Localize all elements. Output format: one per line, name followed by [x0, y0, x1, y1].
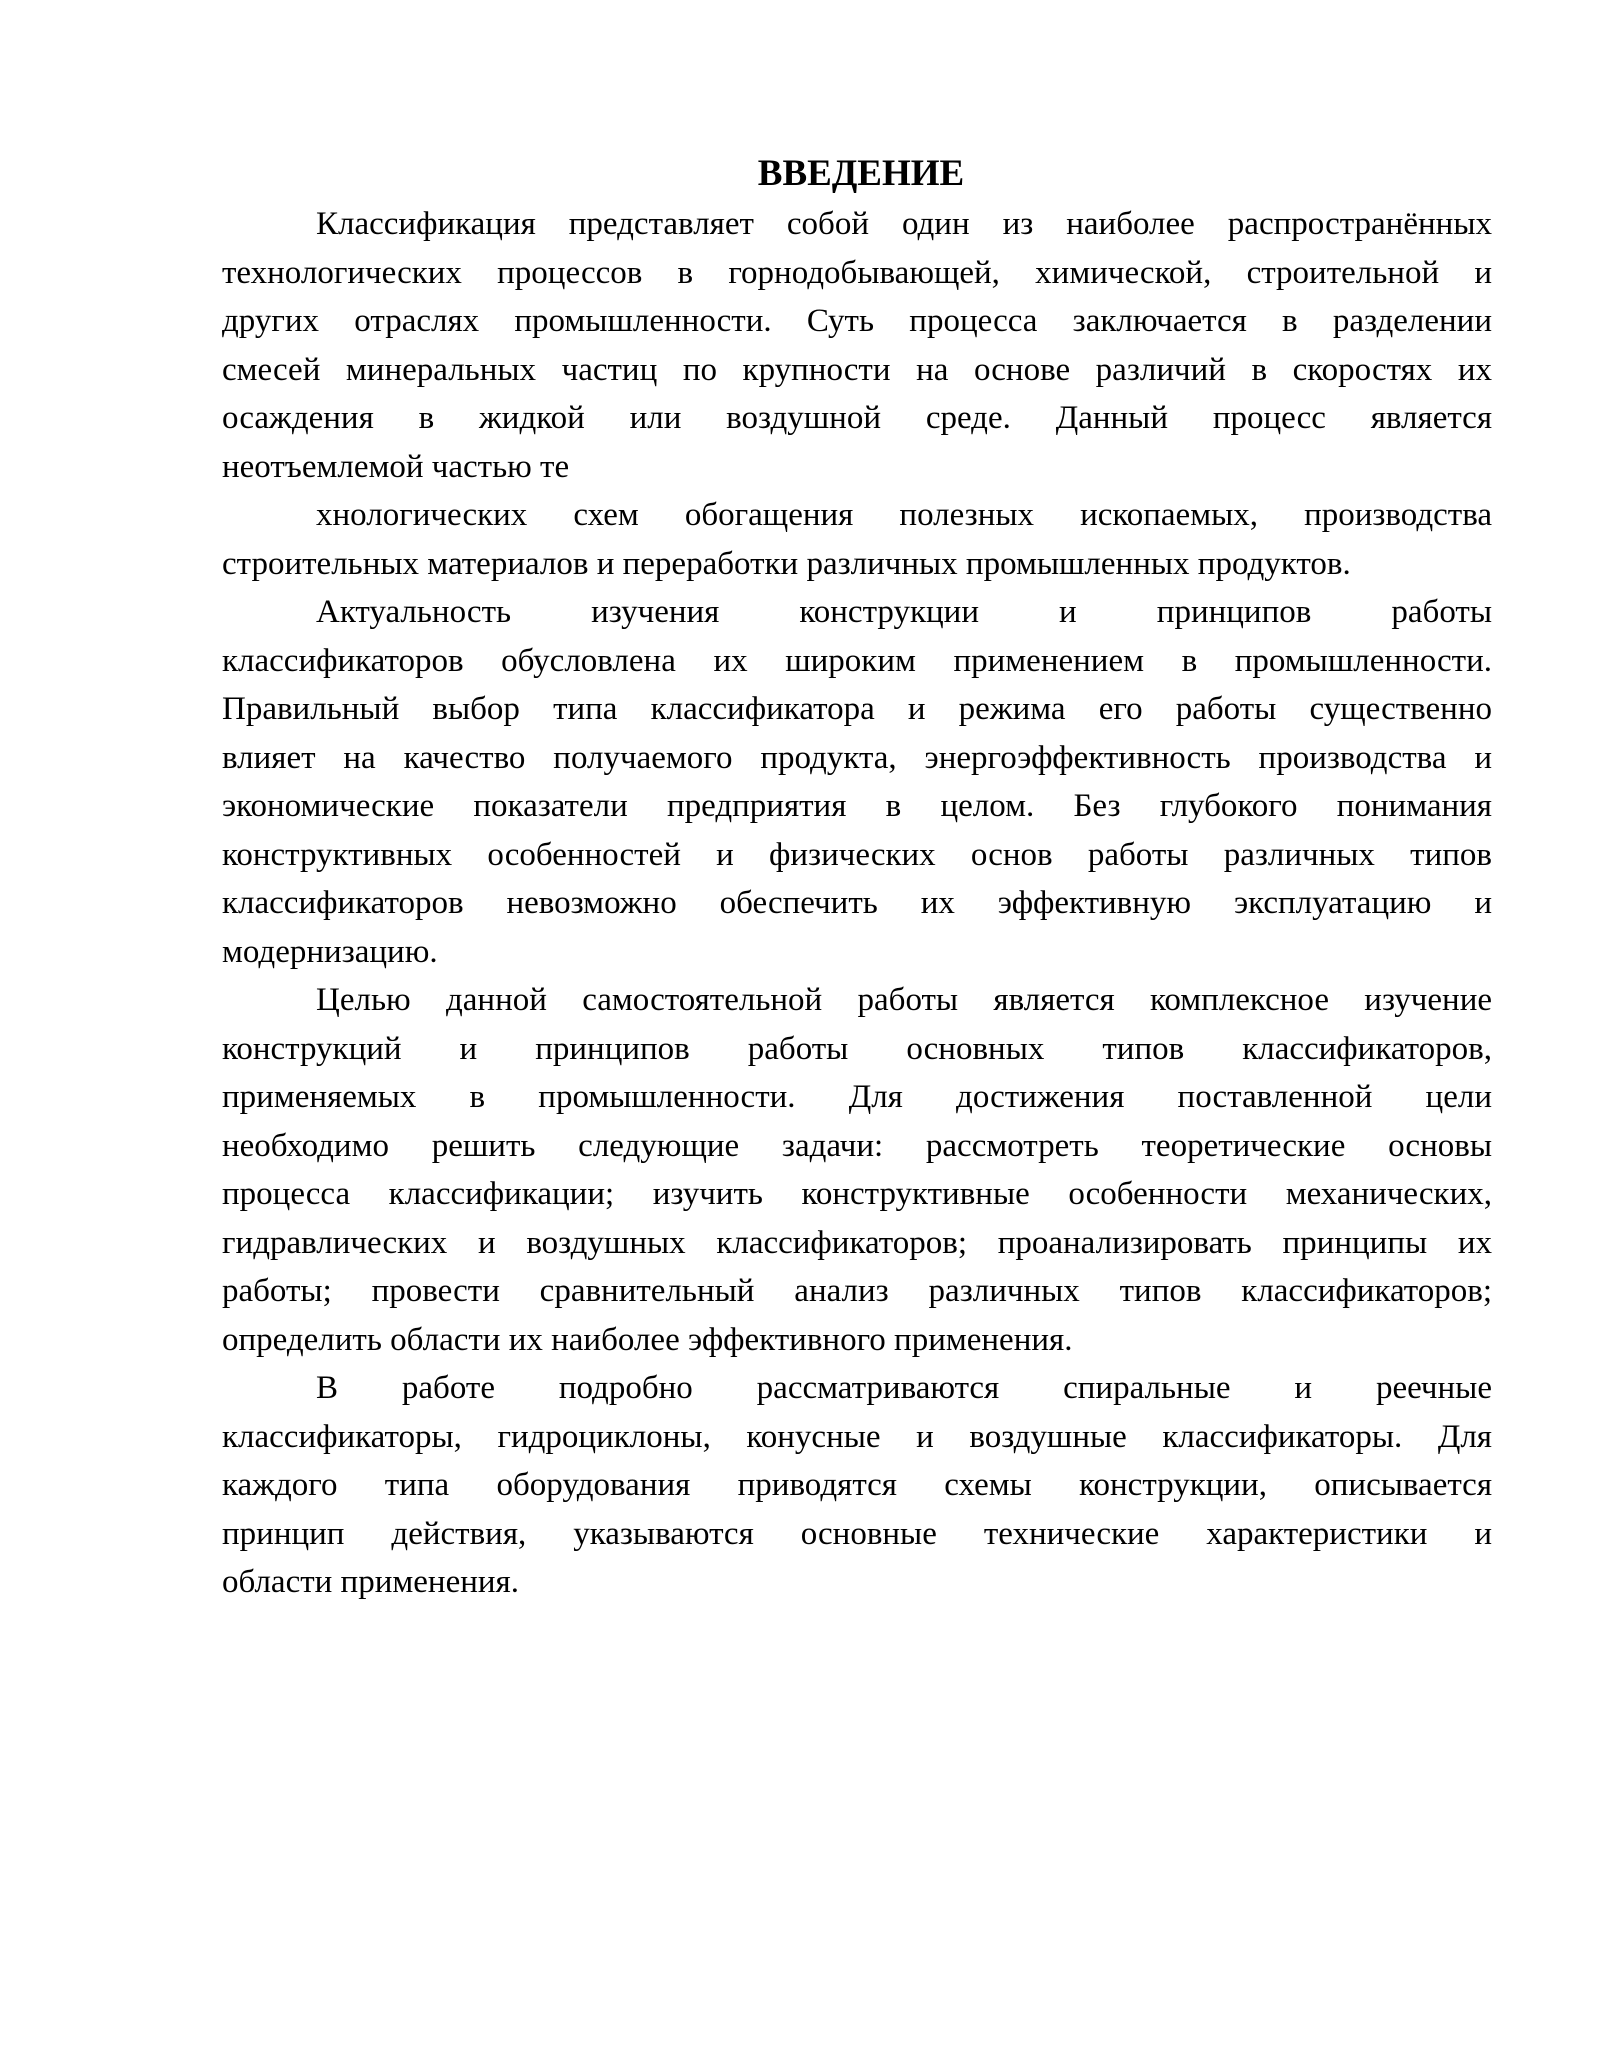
text-line: смесей минеральных частиц по крупности на основе различий в скоростях их [222, 351, 1492, 388]
text-line: Целью данной самостоятельной работы является комплексное изучение [316, 982, 1492, 1018]
text-line: классификаторы, гидроциклоны, конусные и воздушные классификаторы. Для [222, 1418, 1492, 1455]
text-line: неотъемлемой частью те [222, 448, 570, 485]
text-line: экономические показатели предприятия в целом. Без глубокого понимания [222, 788, 1492, 824]
text-line: Актуальность изучения конструкции и принципов работы [316, 594, 1492, 630]
text-line: классификаторов невозможно обеспечить их эффективную эксплуатацию и [222, 885, 1492, 921]
text-line: хнологических схем обогащения полезных ископаемых, производства [316, 497, 1492, 533]
text-line: работы; провести сравнительный анализ различных типов классификаторов; [222, 1273, 1492, 1309]
text-line: определить области их наиболее эффективного применения. [222, 1321, 1073, 1358]
text-line: Классификация представляет собой один из наиболее распространённых [316, 206, 1492, 242]
text-line: процесса классификации; изучить конструктивные особенности механических, [222, 1176, 1492, 1212]
text-line: Правильный выбор типа классификатора и режима его работы существенно [222, 691, 1492, 727]
text-line: осаждения в жидкой или воздушной среде. Данный процесс является [222, 400, 1492, 436]
text-line: необходимо решить следующие задачи: рассмотреть теоретические основы [222, 1127, 1492, 1164]
text-line: конструкций и принципов работы основных типов классификаторов, [222, 1030, 1492, 1067]
paragraph-1 [222, 200, 1492, 491]
text-line: применяемых в промышленности. Для достижения поставленной цели [222, 1079, 1492, 1115]
paragraph-5 [222, 1364, 1492, 1607]
text-line: классификаторов обусловлена их широким применением в промышленности. [222, 642, 1492, 679]
text-line: модернизацию. [222, 933, 438, 970]
text-line: конструктивных особенностей и физических основ работы различных типов [222, 836, 1492, 873]
text-line: В работе подробно рассматриваются спиральные и реечные [316, 1370, 1492, 1406]
text-line: гидравлических и воздушных классификаторов; проанализировать принципы их [222, 1224, 1492, 1261]
paragraph-3 [222, 588, 1492, 976]
text-line: влияет на качество получаемого продукта, энергоэффективность производства и [222, 739, 1492, 776]
text-line: других отраслях промышленности. Суть процесса заключается в разделении [222, 303, 1492, 339]
text-line: области применения. [222, 1564, 519, 1600]
paragraph-2 [222, 491, 1492, 588]
text-line: каждого типа оборудования приводятся схемы конструкции, описывается [222, 1467, 1492, 1503]
document-body [222, 150, 1492, 1607]
text-line: технологических процессов в горнодобывающей, химической, строительной и [222, 254, 1492, 291]
text-line: принцип действия, указываются основные технические характеристики и [222, 1515, 1492, 1552]
paragraph-4 [222, 976, 1492, 1364]
text-line: строительных материалов и переработки различных промышленных продуктов. [222, 545, 1351, 582]
page-title: ВВЕДЕНИЕ [757, 153, 965, 194]
